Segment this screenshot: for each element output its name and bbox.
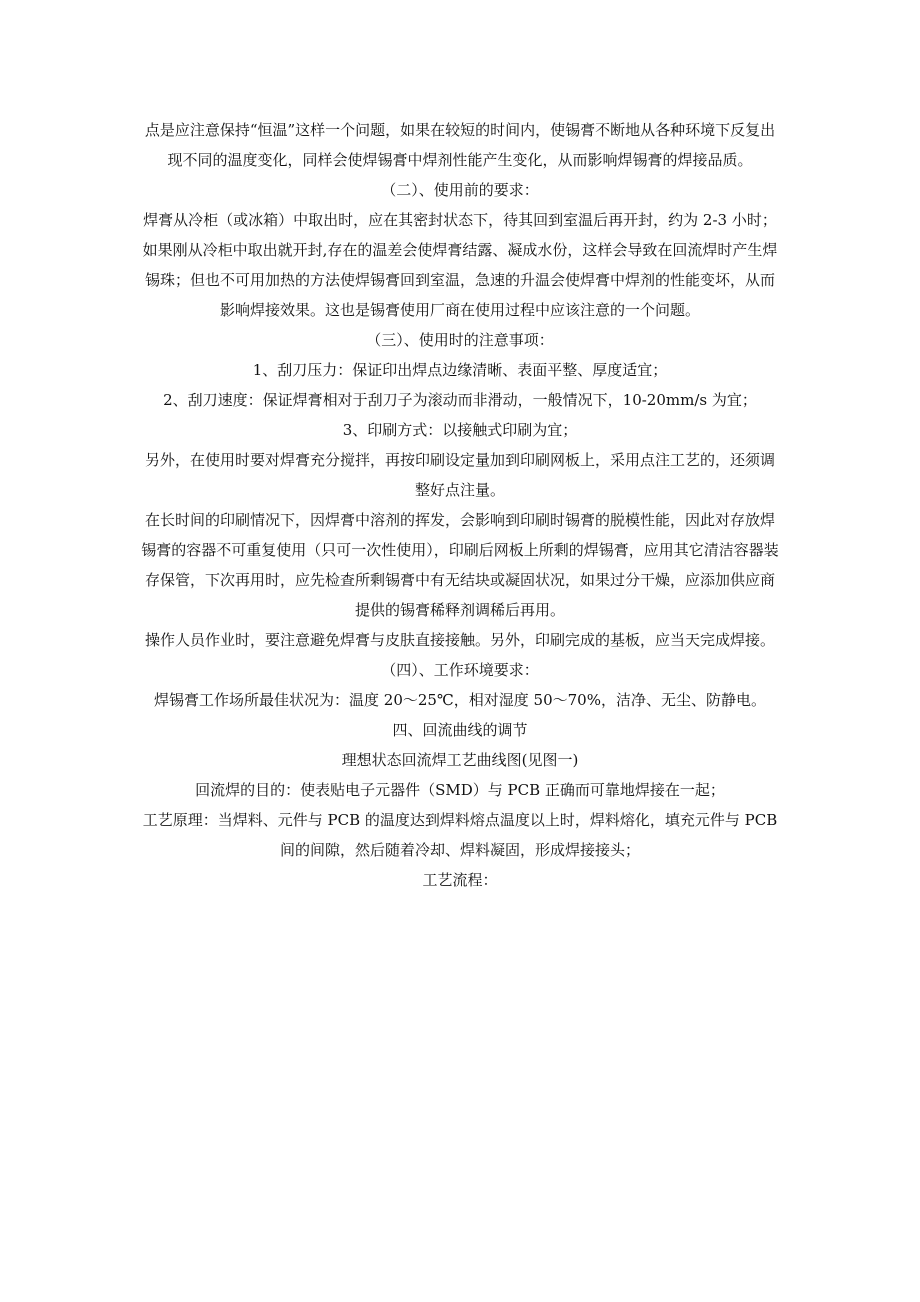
- heading-before-use: （二）、使用前的要求：: [381, 181, 539, 199]
- paragraph-thawing: 焊膏从冷柜（或冰箱）中取出时，应在其密封状态下，待其回到室温后再开封，约为 2-3 小时；如果刚从冷柜中取出就开封,存在的温差会使焊膏结露、凝成水份，这样会导致在回流焊时产生焊锡珠；但也不可用加热的方法使焊锡膏回到室温，急速的升温会使焊膏中焊剂的性能变坏，从而影响焊接效果。这也是锡膏使用厂商在使用过程中应该注意的一个问题。: [142, 211, 778, 319]
- document-page: [140, 115, 780, 895]
- paragraph-stirring: 另外，在使用时要对焊膏充分搅拌，再按印刷设定量加到印刷网板上，采用点注工艺的，还须调整好点注量。: [144, 451, 775, 499]
- paragraph-constant-temperature: 点是应注意保持“恒温”这样一个问题，如果在较短的时间内，使锡膏不断地从各种环境下反复出现不同的温度变化，同样会使焊锡膏中焊剂性能产生变化，从而影响焊锡膏的焊接品质。: [144, 121, 776, 169]
- heading-reflow-curve: 四、回流曲线的调节: [392, 721, 528, 739]
- heading-process-flow: 工艺流程：: [422, 871, 498, 889]
- paragraph-reflow-purpose: 回流焊的目的：使表贴电子元器件（SMD）与 PCB 正确而可靠地焊接在一起；: [195, 781, 725, 799]
- item-squeegee-pressure: 1、刮刀压力：保证印出焊点边缘清晰、表面平整、厚度适宜；: [252, 361, 668, 379]
- paragraph-operator-safety: 操作人员作业时，要注意避免焊膏与皮肤直接接触。另外，印刷完成的基板，应当天完成焊接。: [144, 631, 775, 649]
- paragraph-environment: 焊锡膏工作场所最佳状况为：温度 20～25℃，相对湿度 50～70%，洁净、无尘、防静电。: [154, 691, 766, 709]
- paragraph-long-printing: 在长时间的印刷情况下，因焊膏中溶剂的挥发，会影响到印刷时锡膏的脱模性能，因此对存放焊锡膏的容器不可重复使用（只可一次性使用），印刷后网板上所剩的焊锡膏，应用其它清洁容器装存保管，下次再用时，应先检查所剩锡膏中有无结块或凝固状况，如果过分干燥，应添加供应商提供的锡膏稀释剂调稀后再用。: [141, 511, 779, 619]
- item-printing-method: 3、印刷方式：以接触式印刷为宜；: [342, 421, 578, 439]
- item-squeegee-speed: 2、刮刀速度：保证焊膏相对于刮刀子为滚动而非滑动，一般情况下，10-20mm/s 为宜；: [163, 391, 757, 409]
- paragraph-process-principle: 工艺原理：当焊料、元件与 PCB 的温度达到焊料熔点温度以上时，焊料熔化，填充元件与 PCB 间的间隙，然后随着冷却、焊料凝固，形成焊接接头；: [142, 811, 778, 859]
- heading-during-use: （三）、使用时的注意事项：: [366, 331, 554, 349]
- heading-environment: （四）、工作环境要求：: [381, 661, 539, 679]
- figure-caption-reflow: 理想状态回流焊工艺曲线图(见图一): [341, 751, 579, 769]
